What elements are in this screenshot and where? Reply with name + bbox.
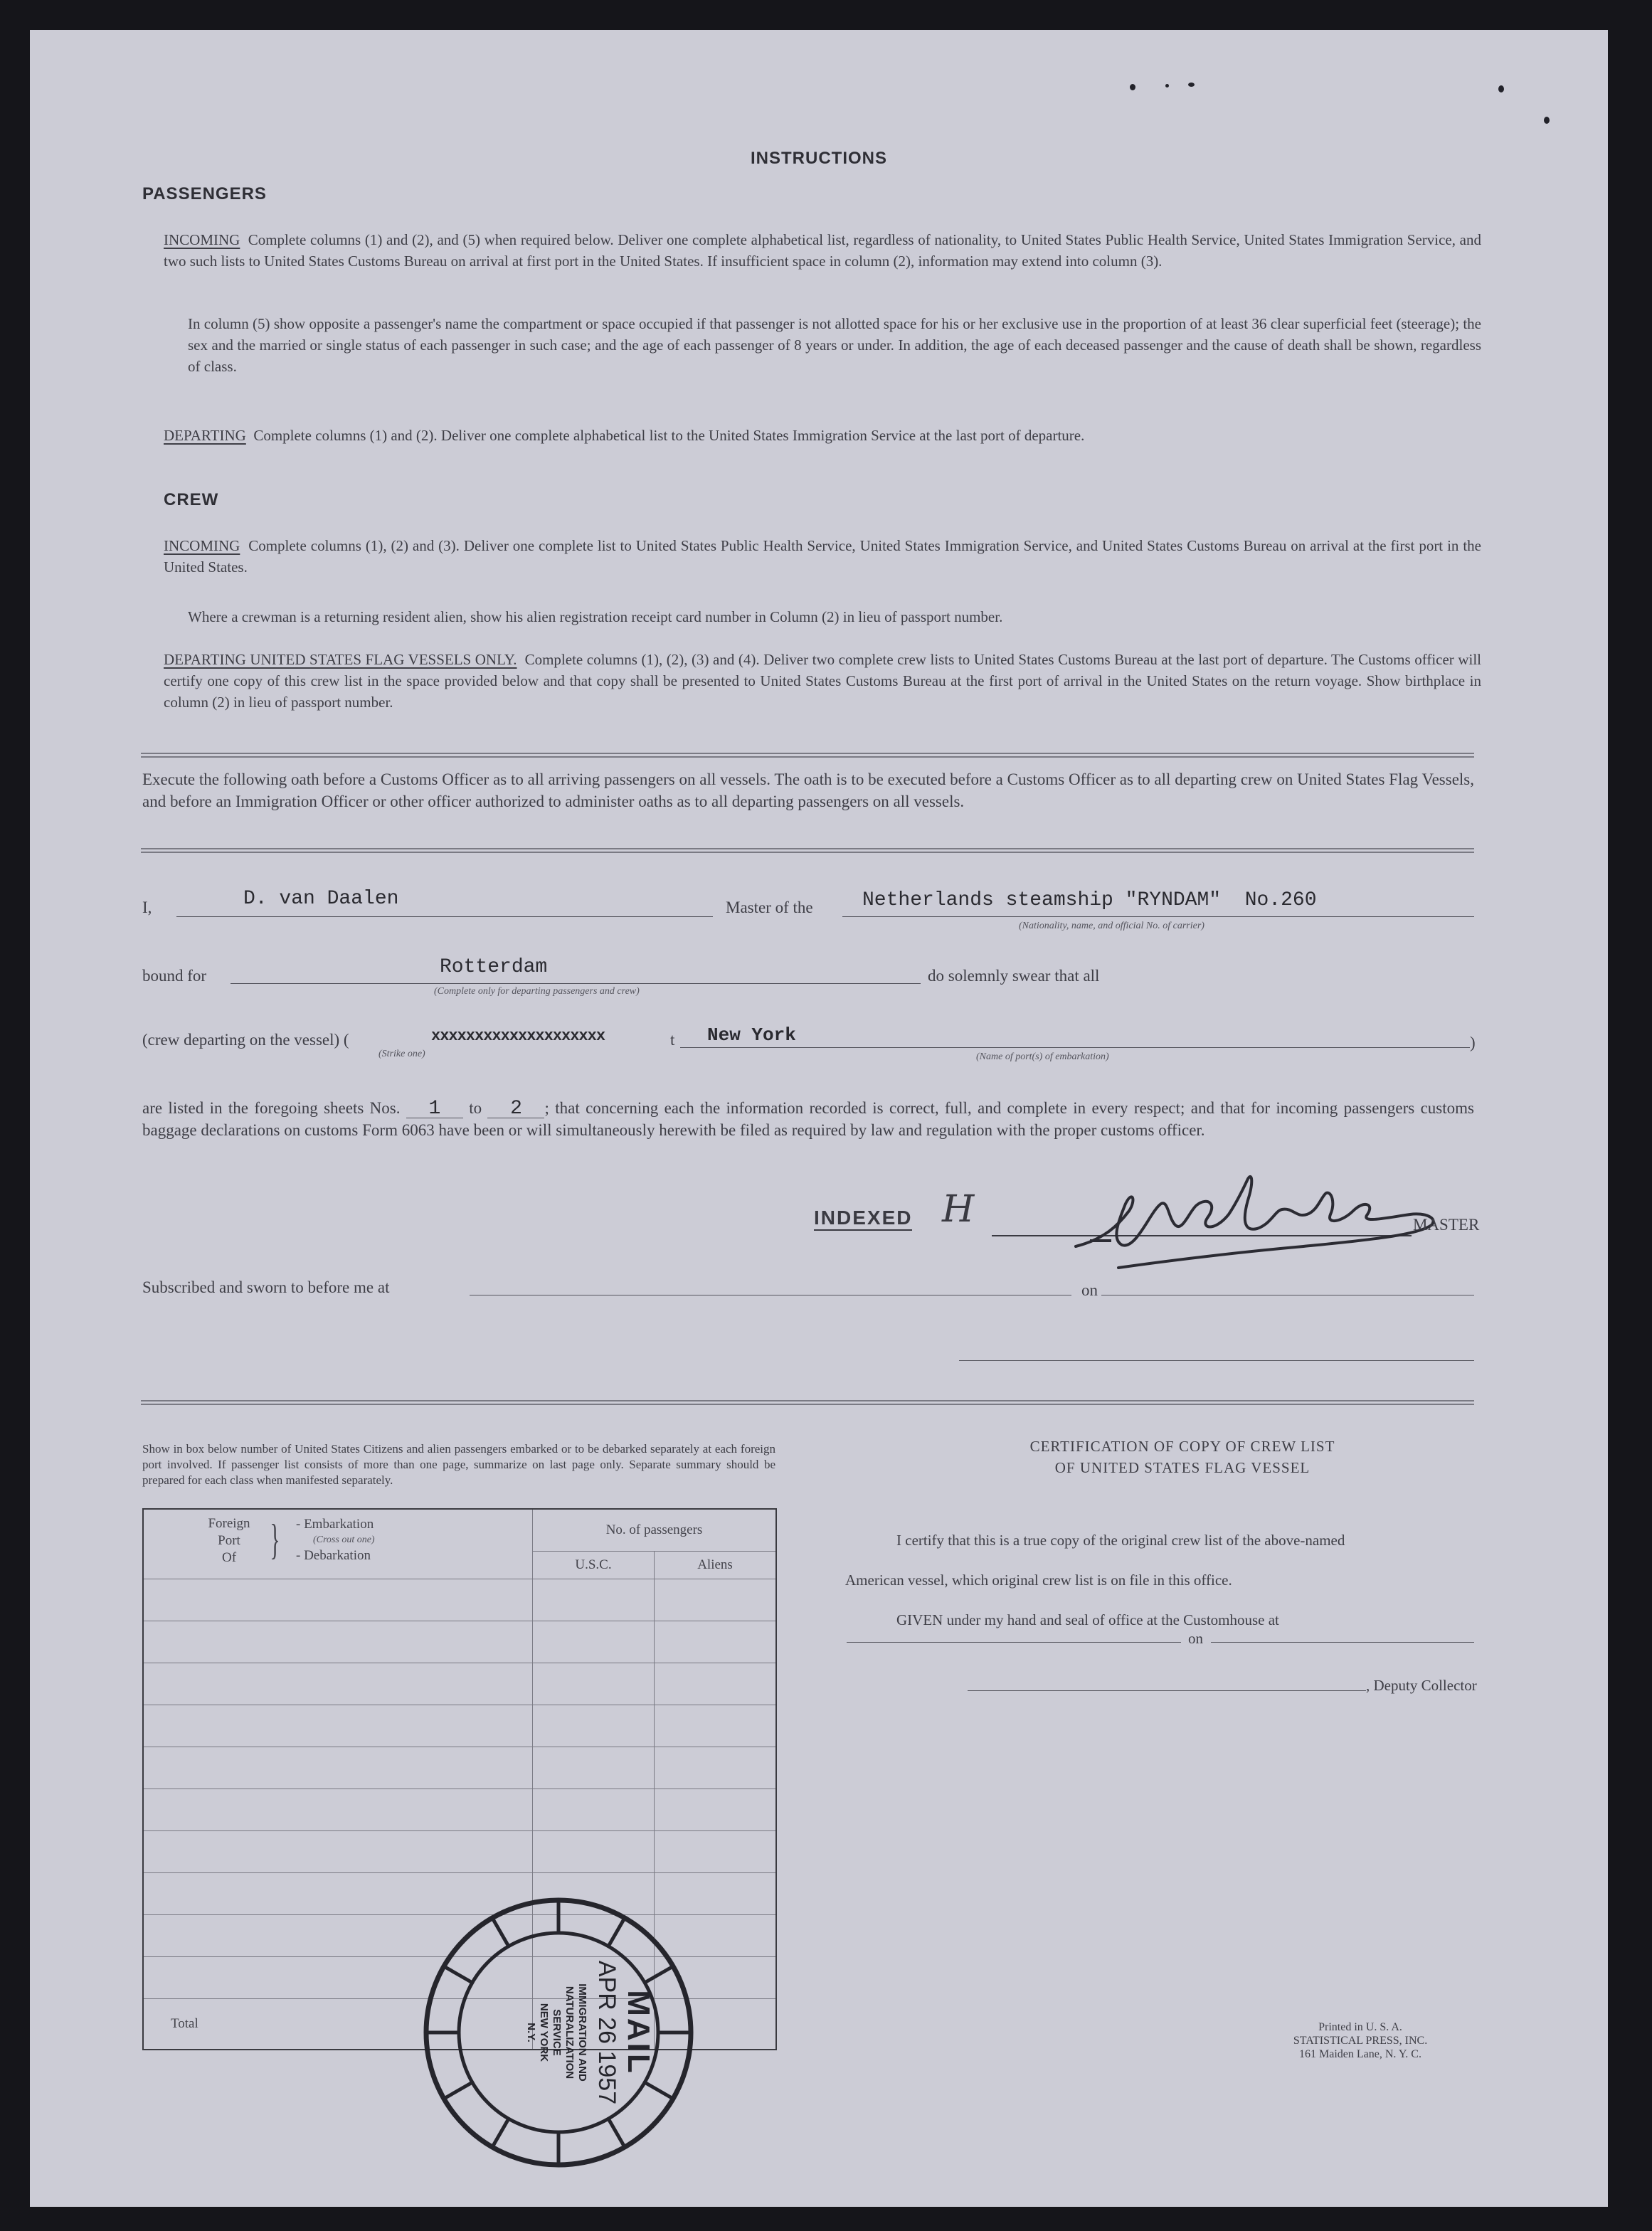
- officer-signature-line: [959, 1360, 1474, 1361]
- certification-text-1: I certify that this is a true copy of the original crew list of the above-named: [896, 1532, 1345, 1549]
- crew-incoming-text: Complete columns (1), (2) and (3). Deliver one complete list to United States Public Health Service, United States Immigration Service, and United States Customs Bureau on arrival at the first port in the United States.: [164, 537, 1481, 576]
- stamp-line-2: NATURALIZATION: [563, 1986, 576, 2079]
- printer-line-2: STATISTICAL PRESS, INC.: [1293, 2035, 1428, 2047]
- customhouse-line: [847, 1642, 1181, 1643]
- certification-date-line: [1211, 1642, 1474, 1643]
- sheet-from: 1: [406, 1101, 463, 1118]
- crew-incoming-instruction: [164, 535, 1481, 578]
- indexed-mark: H: [942, 1188, 975, 1231]
- certification-title-1: CERTIFICATION OF COPY OF CREW LIST: [1029, 1438, 1335, 1455]
- incoming-text: Complete columns (1) and (2), and (5) when required below. Deliver one complete alphabetical list, regardless of nationality, to United States Public Health Service, United States Immigration Service, and two such lists to United States Customs Bureau on arrival at first port in the United States. If insufficient space in column (2), information may extend into column (3).: [164, 231, 1481, 270]
- immigration-postmark-stamp: [420, 1894, 697, 2171]
- destination: Rotterdam: [440, 956, 548, 978]
- incoming-label: INCOMING: [164, 231, 240, 248]
- vessel-line: [842, 916, 1474, 917]
- scan-speck: [1498, 85, 1504, 92]
- crew-departing-label: DEPARTING UNITED STATES FLAG VESSELS ONLY.: [164, 651, 517, 668]
- certification-text-2: American vessel, which original crew list is on file in this office.: [845, 1572, 1232, 1589]
- passengers-heading: PASSENGERS: [142, 184, 267, 203]
- port-of-embarkation: New York: [707, 1024, 796, 1046]
- certification-title-2: OF UNITED STATES FLAG VESSEL: [1054, 1459, 1311, 1476]
- foreign-port-header: Foreign Port Of } - Embarkation (Cross out one) - Debarkation: [143, 1509, 533, 1579]
- crew-resident-instruction: Where a crewman is a returning resident alien, show his alien registration receipt card number in Column (2) in lieu of passport number.: [188, 608, 1003, 625]
- header-debarkation: - Debarkation: [296, 1548, 371, 1563]
- subscribed-on-label: on: [1081, 1281, 1098, 1299]
- crew-heading: CREW: [164, 490, 219, 509]
- table-row: [143, 1831, 776, 1873]
- header-port: Port: [218, 1533, 240, 1548]
- table-row: [143, 1747, 776, 1789]
- table-row: [143, 1663, 776, 1705]
- port-caption: (Name of port(s) of embarkation): [976, 1051, 1109, 1062]
- certification-on-label: on: [1188, 1630, 1203, 1647]
- crew-departing-vessel-label: (crew departing on the vessel) (: [142, 1031, 349, 1049]
- crew-departing-instruction: [164, 649, 1481, 713]
- bound-for-label: bound for: [142, 967, 207, 985]
- deputy-signature-line: [968, 1690, 1366, 1691]
- master-signature: [1061, 1161, 1460, 1282]
- sheets-prefix: are listed in the foregoing sheets Nos.: [142, 1099, 401, 1117]
- table-row: [143, 1621, 776, 1663]
- header-embarkation: - Embarkation: [296, 1517, 374, 1532]
- summary-instruction: Show in box below number of United States Citizens and alien passengers embarked or to be debarked separately at each foreign port involved. If passenger list consists of more than one page, summarize on last page only. Separate summary should be prepared for each class when manifested separately.: [142, 1442, 775, 1487]
- scan-speck: [1544, 117, 1550, 124]
- master-name: D. van Daalen: [243, 888, 399, 910]
- deputy-collector-label: , Deputy Collector: [1366, 1677, 1477, 1694]
- stamp-date: APR 26 1957: [593, 1960, 620, 2105]
- stamp-line-5: N.Y.: [525, 2023, 537, 2042]
- printer-line-1: Printed in U. S. A.: [1318, 2021, 1402, 2033]
- section-divider: [141, 848, 1474, 853]
- departing-text: Complete columns (1) and (2). Deliver one complete alphabetical list to the United States Immigration Service at the last port of departure.: [253, 427, 1085, 444]
- swear-text: do solemnly swear that all: [928, 967, 1100, 985]
- at-letter: t: [670, 1031, 675, 1049]
- header-foreign: Foreign: [208, 1516, 250, 1531]
- sheet-to: 2: [487, 1101, 544, 1118]
- table-row: [143, 1705, 776, 1747]
- passengers-incoming-instruction: [164, 229, 1481, 272]
- destination-line: [231, 983, 921, 984]
- vessel-caption: (Nationality, name, and official No. of carrier): [1019, 921, 1204, 931]
- indexed-stamp: INDEXED: [814, 1207, 912, 1231]
- printer-imprint: [1254, 2020, 1467, 2061]
- master-label: MASTER: [1413, 1216, 1480, 1234]
- sheets-suffix: ; that concerning each the information recorded is correct, full, and complete in every respect; and that for incoming passengers customs baggage declarations on customs Form 6063 have been or will simultaneously herewith be filed as required by law and regulation with the proper customs officer.: [142, 1099, 1474, 1139]
- passengers-departing-instruction: [164, 425, 1481, 446]
- scan-speck: [1188, 83, 1195, 87]
- vessel-name: Netherlands steamship "RYNDAM" No.260: [862, 889, 1317, 911]
- strikeout-text: xxxxxxxxxxxxxxxxxxxx: [431, 1027, 605, 1045]
- total-label: Total: [143, 1999, 533, 2050]
- scan-speck: [1165, 84, 1169, 88]
- certification-text-3: GIVEN under my hand and seal of office at the Customhouse at: [896, 1611, 1279, 1628]
- master-name-line: [176, 916, 713, 917]
- strike-caption: (Strike one): [378, 1049, 425, 1059]
- oath-intro: Execute the following oath before a Customs Officer as to all arriving passengers on all vessels. The oath is to be executed before a Customs Officer as to all departing crew on United States Flag Vessels, and before an Immigration Officer or other officer authorized to administer oaths as to all departing passengers on all vessels.: [142, 770, 1474, 810]
- port-line: [680, 1047, 1470, 1048]
- oath-i-label: I,: [142, 899, 152, 916]
- stamp-mail: MAIL: [621, 1990, 656, 2075]
- header-of: Of: [221, 1550, 237, 1565]
- crew-incoming-label: INCOMING: [164, 537, 240, 554]
- crew-departing-text: Complete columns (1), (2), (3) and (4). Deliver two complete crew lists to United States Customs Bureau at the last port of departure. The Customs officer will certify one copy of this crew list in the space provided below and that copy shall be presented to United States Customs Bureau at the first port of arrival in the United States on the return voyage. Show birthplace in column (2) in lieu of passport number.: [164, 651, 1481, 711]
- scan-speck: [1130, 84, 1135, 90]
- close-paren: ): [1470, 1034, 1476, 1051]
- printer-line-3: 161 Maiden Lane, N. Y. C.: [1299, 2048, 1421, 2060]
- table-row: [143, 1789, 776, 1831]
- aliens-header: Aliens: [655, 1552, 777, 1579]
- stamp-line-3: SERVICE: [551, 2009, 563, 2056]
- departing-label: DEPARTING: [164, 427, 246, 444]
- usc-header: U.S.C.: [533, 1552, 655, 1579]
- stamp-line-4: NEW YORK: [538, 2003, 550, 2062]
- header-cross-out: (Cross out one): [313, 1535, 375, 1545]
- section-divider: [141, 753, 1474, 758]
- sheets-paragraph: [142, 1097, 1474, 1141]
- section-divider: [141, 1400, 1474, 1405]
- subscribed-label: Subscribed and sworn to before me at: [142, 1278, 390, 1296]
- stamp-line-1: IMMIGRATION AND: [576, 1983, 588, 2082]
- destination-caption: (Complete only for departing passengers and crew): [434, 986, 640, 997]
- document-page: [30, 30, 1608, 2207]
- instructions-title: INSTRUCTIONS: [751, 149, 887, 168]
- table-row: [143, 1579, 776, 1621]
- to-label: to: [469, 1099, 482, 1117]
- master-of-label: Master of the: [726, 899, 813, 916]
- passengers-column5-instruction: In column (5) show opposite a passenger's name the compartment or space occupied if that passenger is not allotted space for his or her exclusive use in the proportion of at least 36 clear superficial feet (steerage); the sex and the married or single status of each passenger in such case; and the age of each passenger of 8 years or under. In addition, the age of each deceased passenger and the cause of death shall be shown, regardless of class.: [188, 315, 1481, 375]
- no-of-passengers-header: No. of passengers: [533, 1509, 777, 1552]
